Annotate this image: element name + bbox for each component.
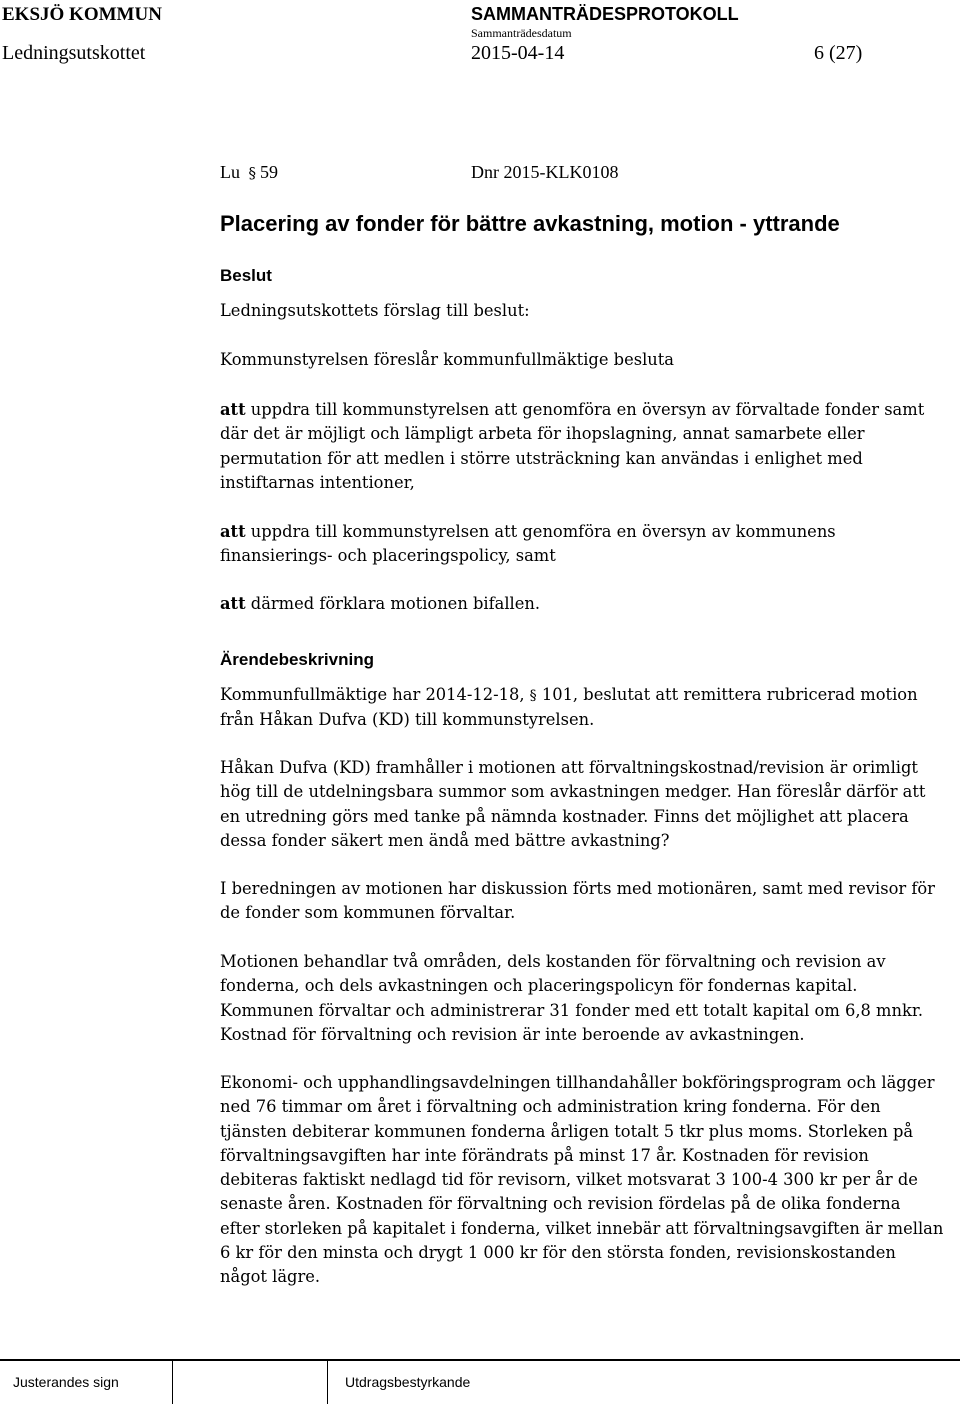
org-name: EKSJÖ KOMMUN <box>2 4 162 25</box>
dnr-number: Dnr 2015-KLK0108 <box>471 162 619 182</box>
att-clause-1 <box>220 398 945 495</box>
footer-separator <box>172 1361 173 1404</box>
paragraph-ref-label: Lu <box>220 162 240 182</box>
att-clause-3: att därmed förklara motionen bifallen. <box>220 594 541 613</box>
att-clause-2-line: finansierings- och placeringspolicy, samt <box>220 546 556 566</box>
intro-line: Kommunstyrelsen föreslår kommunfullmäktige besluta <box>220 350 675 369</box>
proposal-line: Ledningsutskottets förslag till beslut: <box>220 301 530 320</box>
section-mark: § <box>529 688 537 704</box>
document-type: SAMMANTRÄDESPROTOKOLL <box>471 4 739 24</box>
paragraph-reference <box>220 162 278 183</box>
footer-separator <box>327 1361 328 1404</box>
att-keyword: att <box>220 522 246 541</box>
footer-divider <box>0 1359 960 1361</box>
arende-paragraph-1: Kommunfullmäktige har 2014-12-18, § 101, beslutat att remittera rubricerad motion från Håkan Dufva (KD) till kommunstyrelsen. <box>220 685 918 730</box>
arende-paragraph-4: Motionen behandlar två områden, dels kostanden för förvaltning och revision av fonderna, och dels avkastningen och placeringspolicyn för fondernas kapital. Kommunen förvaltar och administrerar 31 fonder med ett totalt kapital om 6,8 mnkr. Kostnad för förvaltning och revision är inte beroende av avkastningen. <box>220 952 924 1044</box>
att-clause-1-line: permutation för att medlen i större utsträckning kan användas i enlighet med <box>220 448 863 468</box>
att-keyword: att <box>220 400 246 419</box>
meeting-date: 2015-04-14 <box>471 42 565 64</box>
date-label: Sammanträdesdatum <box>471 26 572 40</box>
section-mark: § <box>248 164 256 182</box>
arende-heading: Ärendebeskrivning <box>220 650 374 669</box>
att-clause-1-line: instiftarnas intentioner, <box>220 472 415 492</box>
beslut-heading: Beslut <box>220 266 272 285</box>
arende-paragraph-2: Håkan Dufva (KD) framhåller i motionen att förvaltningskostnad/revision är orimligt hög till de utdelningsbara summor som avkastningen medger. Han föreslår därför att en utredning görs med tanke på nämnda kostnader. Finns det möjlighet att placera dessa fonder säkert men ändå med bättre avkastning? <box>220 758 926 850</box>
att-clause-2 <box>220 520 945 569</box>
att-clause-2-line: att uppdra till kommunstyrelsen att genomföra en översyn av kommunens <box>220 522 836 541</box>
justerandes-sign-label: Justerandes sign <box>13 1374 119 1390</box>
paragraph-number: 59 <box>260 162 278 182</box>
page-title: Placering av fonder för bättre avkastning, motion - yttrande <box>220 211 840 236</box>
page-number: 6 (27) <box>814 42 863 64</box>
arende-paragraph-3: I beredningen av motionen har diskussion förts med motionären, samt med revisor för de fonder som kommunen förvaltar. <box>220 879 935 923</box>
att-clause-1-line: där det är möjligt och lämpligt arbeta för ihopslagning, annat samarbete eller <box>220 424 865 444</box>
att-clause-1-line: att uppdra till kommunstyrelsen att genomföra en översyn av förvaltade fonder samt <box>220 400 925 419</box>
arende-paragraph-5: Ekonomi- och upphandlingsavdelningen tillhandahåller bokföringsprogram och lägger ned 76 timmar om året i förvaltning och administration kring fonderna. För den tjänsten debiterar kommunen fonderna årligen totalt 5 tkr plus moms. Storleken på förvaltningsavgiften har inte förändrats på minst 17 år. Kostnaden för revision debiteras faktiskt nedlagd tid för revisorn, vilket motsvarat 3 100-4 300 kr per år de senaste åren. Kostnaden för förvaltning och revision fördelas på de olika fonderna efter storleken på kapitalet i fonderna, vilket innebär att förvaltningsavgiften är mellan 6 kr för den minsta och drygt 1 000 kr för den största fonden, revisionskostanden något lägre. <box>220 1073 944 1287</box>
utdragsbestyrkande-label: Utdragsbestyrkande <box>345 1374 471 1390</box>
att-keyword: att <box>220 594 246 613</box>
committee-name: Ledningsutskottet <box>2 42 146 64</box>
